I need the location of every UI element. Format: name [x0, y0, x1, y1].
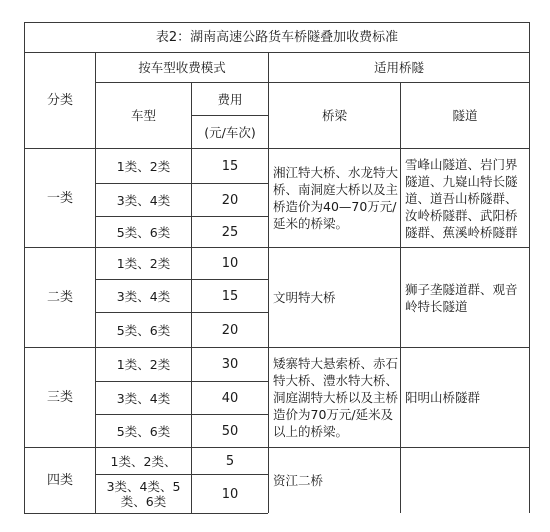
- fee-cell: 15: [192, 280, 269, 313]
- tunnel-cell: 雪峰山隧道、岩门界隧道、九嶷山特长隧道、道吾山桥隧群、汝岭桥隧群、武阳桥隧群、蕉溪岭桥隧群: [401, 149, 530, 248]
- tunnel-cell: [401, 448, 530, 514]
- class-cell: 二类: [25, 248, 96, 348]
- header-row-1: [25, 53, 530, 83]
- vehicle-cell: 1类、2类: [96, 348, 192, 382]
- vehicle-cell: 5类、6类: [96, 415, 192, 448]
- table-row: [25, 248, 530, 280]
- fee-cell: 50: [192, 415, 269, 448]
- toll-table: [24, 22, 530, 514]
- fee-cell: 15: [192, 149, 269, 184]
- fee-cell: 25: [192, 217, 269, 248]
- tunnel-cell: 阳明山桥隧群: [401, 348, 530, 448]
- bridge-cell: 文明特大桥: [269, 248, 401, 348]
- vehicle-cell: 5类、6类: [96, 313, 192, 348]
- fee-cell: 5: [192, 448, 269, 475]
- tunnel-cell: 狮子垄隧道群、观音岭特长隧道: [401, 248, 530, 348]
- fee-cell: 20: [192, 184, 269, 217]
- fee-cell: 10: [192, 248, 269, 280]
- header-tunnel: 隧道: [401, 83, 530, 149]
- vehicle-cell: 3类、4类: [96, 184, 192, 217]
- title-row: [25, 23, 530, 53]
- vehicle-cell: 1类、2类: [96, 149, 192, 184]
- vehicle-cell: 3类、4类、5类、6类: [96, 475, 192, 514]
- fee-cell: 10: [192, 475, 269, 514]
- header-mode-group: 按车型收费模式: [96, 53, 269, 83]
- header-bridge-group: 适用桥隧: [269, 53, 530, 83]
- bridge-cell: 资江二桥: [269, 448, 401, 514]
- vehicle-cell: 3类、4类: [96, 382, 192, 415]
- fee-cell: 30: [192, 348, 269, 382]
- table-row: [25, 348, 530, 382]
- header-row-2: [25, 83, 530, 116]
- class-cell: 一类: [25, 149, 96, 248]
- vehicle-cell: 3类、4类: [96, 280, 192, 313]
- header-fee-line2: (元/车次): [192, 116, 269, 149]
- table-row: [25, 149, 530, 184]
- vehicle-cell: 1类、2类: [96, 248, 192, 280]
- header-vehicle-type: 车型: [96, 83, 192, 149]
- bridge-cell: 矮寨特大悬索桥、赤石特大桥、澧水特大桥、洞庭湖特大桥以及主桥造价为70万元/延米及以上的桥梁。: [269, 348, 401, 448]
- class-cell: 四类: [25, 448, 96, 514]
- table-row: [25, 448, 530, 475]
- fee-cell: 20: [192, 313, 269, 348]
- header-fee-line1: 费用: [192, 83, 269, 116]
- bridge-cell: 湘江特大桥、水龙特大桥、南洞庭大桥以及主桥造价为40—70万元/延米的桥梁。: [269, 149, 401, 248]
- fee-cell: 40: [192, 382, 269, 415]
- header-category: 分类: [25, 53, 96, 149]
- vehicle-cell: 1类、2类、: [96, 448, 192, 475]
- class-cell: 三类: [25, 348, 96, 448]
- header-bridge: 桥梁: [269, 83, 401, 149]
- table-title: 表2：湖南高速公路货车桥隧叠加收费标准: [25, 23, 530, 53]
- vehicle-cell: 5类、6类: [96, 217, 192, 248]
